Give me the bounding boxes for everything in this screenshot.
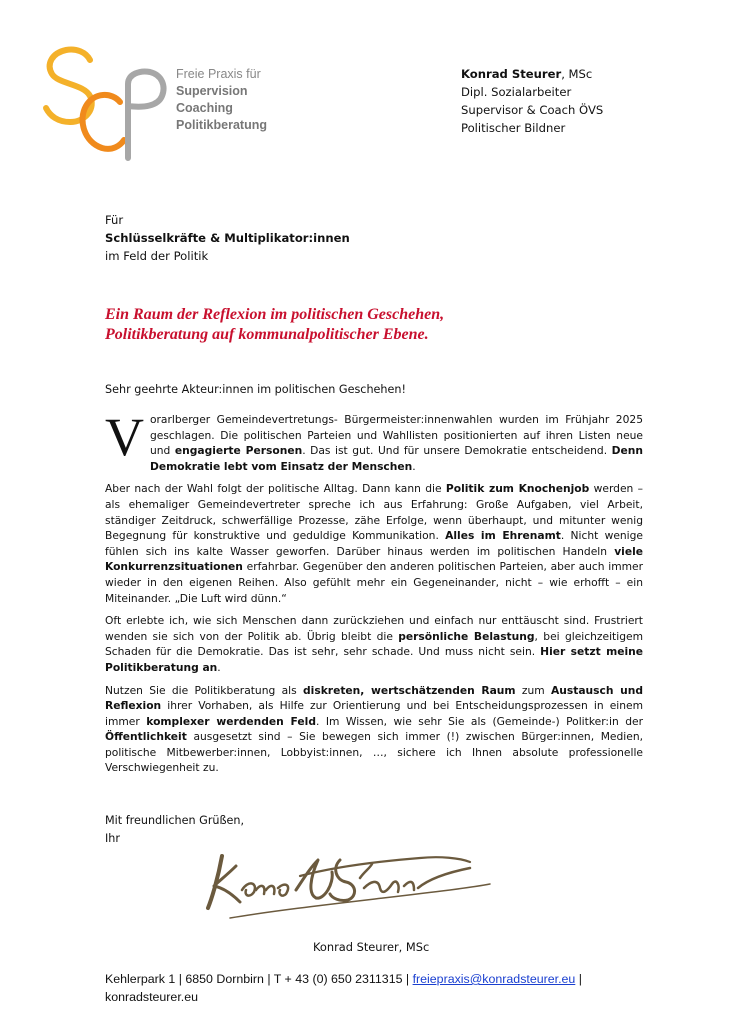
recipient-line-2: Schlüsselkräfte & Multiplikator:innen <box>105 231 350 245</box>
bold-run: Politik zum Knochenjob <box>445 482 590 496</box>
drop-cap: V <box>105 407 144 467</box>
closing-line-1: Mit freundlichen Grüßen, <box>105 814 245 827</box>
text-run: werden – als ehemaliger Gemeindevertreter spreche ich aus Erfahrung: Große Aufgaben, viel Arbeit, ständiger Zeitdruck, schwerfällige Prozesse, zähe Erfolge, wenn überhaupt, und mitunter wenig Begegnung für konstruktive und geduldige Kommunikation. <box>105 482 644 543</box>
logo-letter-p <box>128 72 164 159</box>
logo-letter-c <box>83 95 124 149</box>
bold-run: viele Konkurrenzsituationen <box>105 544 643 574</box>
bold-run: komplexer werdenden Feld <box>146 714 316 728</box>
footer-website: konradsteurer.eu <box>105 990 198 1004</box>
headline-line-2: Politikberatung auf kommunalpolitischer Ebene. <box>105 326 429 343</box>
text-run: Aber nach der Wahl folgt der politische Alltag. Dann kann die <box>105 482 446 496</box>
footer <box>105 970 582 1006</box>
bold-run: engagierte Personen <box>174 444 303 458</box>
text-run: ihrer Vorhaben, als Hilfe zur Orientierung und bei Entscheidungsprozessen in einem immer <box>105 699 643 728</box>
bold-run: Alles im Ehrenamt <box>445 529 561 543</box>
text-run: erfahrbar. Gegenüber den anderen politischen Parteien, aber auch immer wieder in den eigenen Reihen. Also gefühlt mehr ein Gegeneinander, nicht – wie erhofft – ein Miteinander. „Die Luft wird dünn.“ <box>105 560 643 605</box>
recipient-line-1: Für <box>105 213 124 227</box>
sender-line-3: Supervisor & Coach ÖVS <box>461 103 604 117</box>
bold-run: Austausch und Reflexion <box>105 683 643 713</box>
paragraph-4 <box>105 683 643 777</box>
paragraph-3 <box>105 613 643 675</box>
scp-logo <box>36 40 176 162</box>
email-link[interactable]: freiepraxis@konradsteurer.eu <box>412 972 576 986</box>
paragraph-1 <box>105 407 644 474</box>
footer-separator: | <box>575 972 582 986</box>
footer-address: Kehlerpark 1 | 6850 Dornbirn | T + 43 (0) 650 2311315 | <box>105 972 413 986</box>
text-run: , bei gleichzeitigem Schaden für die Demokratie. Das ist sehr, sehr schade. Und muss nicht sein. <box>105 629 643 659</box>
practice-line-3: Coaching <box>176 101 233 115</box>
sender-block <box>461 65 603 137</box>
recipient-line-3: im Feld der Politik <box>105 249 209 263</box>
closing-line-2: Ihr <box>105 832 120 845</box>
text-run: Nutzen Sie die Politikberatung als <box>105 683 304 697</box>
signature-name: Konrad Steurer, MSc <box>313 940 430 954</box>
bold-run: persönliche Belastung <box>398 629 535 643</box>
practice-description <box>176 66 267 134</box>
bold-run: Öffentlichkeit <box>105 730 187 744</box>
sender-title-suffix: , MSc <box>561 67 593 81</box>
practice-line-2: Supervision <box>176 84 248 98</box>
sender-line-4: Politischer Bildner <box>461 121 566 135</box>
text-run: orarlberger Gemeindevertretungs- Bürgermeister:innenwahlen wurden im Frühjahr 2025 geschlagen. Die politischen Parteien und Wahllisten positionierten auf ihren Listen neue und <box>150 413 643 458</box>
sender-line-2: Dipl. Sozialarbeiter <box>461 85 572 99</box>
text-run: ausgesetzt sind – Sie bewegen sich immer (!) zwischen Bürger:innen, Medien, politische Mitbewerber:innen, Lobbyist:innen, …, sichere ich Ihnen absolute professionelle Verschwiegenheit zu. <box>105 730 643 775</box>
headline <box>105 305 444 345</box>
letter-body <box>105 407 644 783</box>
text-run: Oft erlebte ich, wie sich Menschen dann zurückziehen und einfach nur enttäuscht sind. Frustriert wenden sie sich von der Politik ab. Übrig bleibt die <box>105 614 643 643</box>
handwritten-signature <box>200 838 500 928</box>
practice-line-1: Freie Praxis für <box>176 67 261 81</box>
text-run: . Das ist gut. Und für unsere Demokratie entscheidend. <box>302 444 612 458</box>
recipient-block <box>105 211 350 265</box>
salutation: Sehr geehrte Akteur:innen im politischen Geschehen! <box>105 383 406 396</box>
sender-name: Konrad Steurer <box>461 67 562 81</box>
text-run: . <box>217 660 221 674</box>
text-run: . <box>412 459 416 473</box>
text-run: . Im Wissen, wie sehr Sie als (Gemeinde-) Politker:in der <box>315 714 643 728</box>
bold-run: diskreten, wertschätzenden Raum <box>303 683 516 697</box>
bold-run: Hier setzt meine Politikberatung an <box>105 645 643 674</box>
text-run: zum <box>515 683 551 697</box>
text-run: . Nicht wenige fühlen sich ins kalte Wasser geworfen. Darüber hinaus werden im politischen Handeln <box>105 529 643 558</box>
bold-run: Denn Demokratie lebt vom Einsatz der Menschen <box>150 444 644 473</box>
practice-line-4: Politikberatung <box>176 118 267 132</box>
headline-line-1: Ein Raum der Reflexion im politischen Geschehen, <box>105 306 445 323</box>
paragraph-2 <box>105 481 643 606</box>
